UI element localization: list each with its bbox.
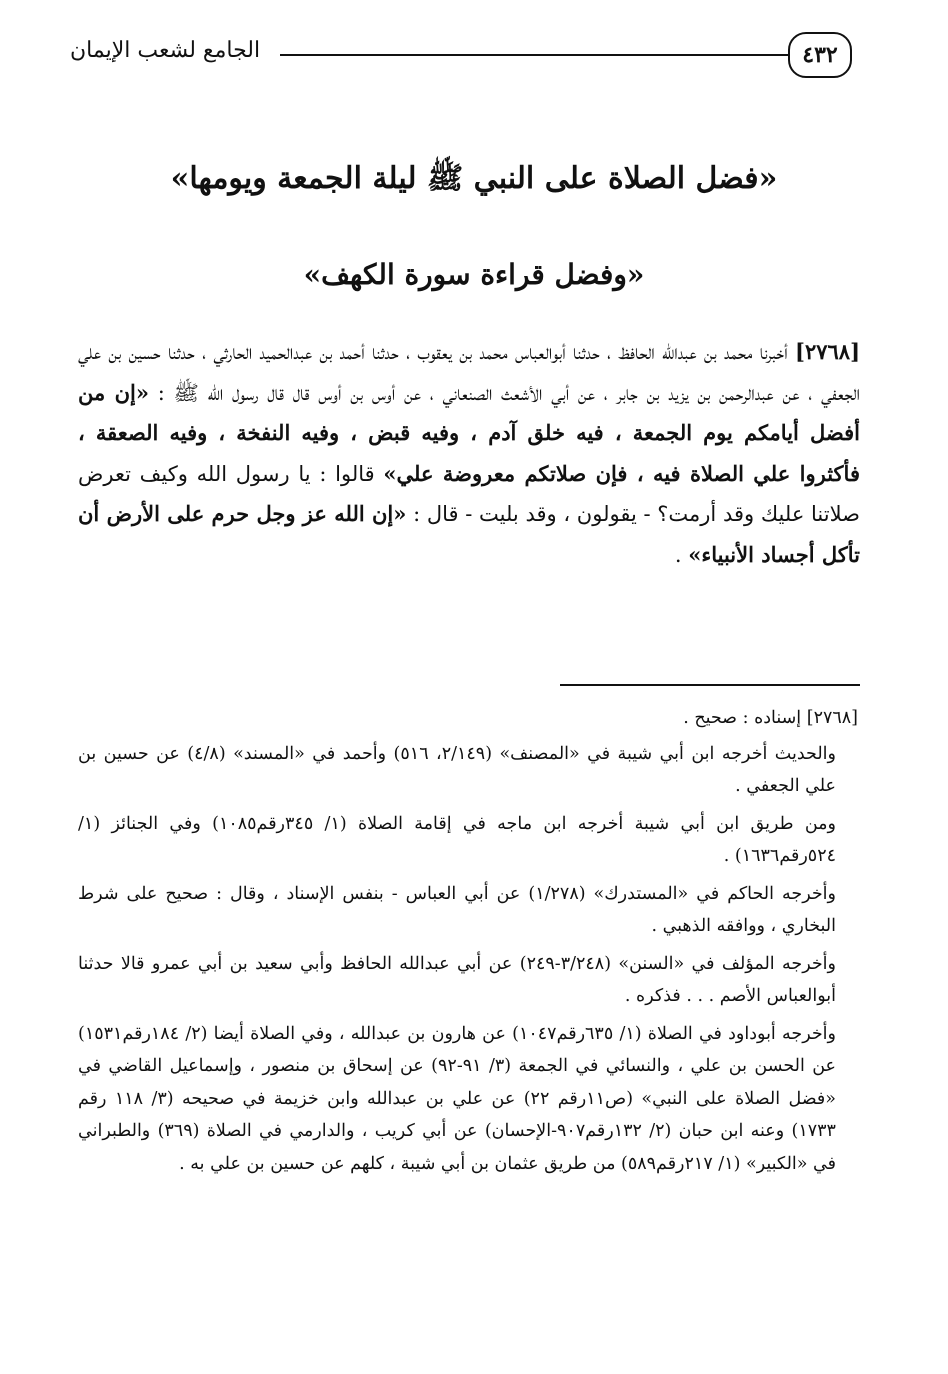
chapter-subtitle: «وفضل قراءة سورة الكهف»: [303, 258, 645, 291]
hadith-end: .: [674, 542, 689, 567]
chapter-title: «فضل الصلاة على النبي ﷺ ليلة الجمعة ويومها»: [170, 161, 778, 196]
running-header: [70, 30, 852, 82]
hadith-text: [78, 332, 860, 575]
footnotes: [78, 702, 858, 1185]
hadith-isnad: أخبرنا محمد بن عبدالله الحافظ ، حدثنا أبوالعباس محمد بن يعقوب ، حدثنا أحمد بن عبدالحميد الحارثي ، حدثنا حسين بن علي الجعفي ، عن عبدالرحمن بن يزيد بن جابر ، عن أبي الأشعث الصنعاني ، عن أوس بن أوس قال قال رسول الله ﷺ :: [78, 340, 860, 405]
hadith-number: [٢٧٦٨]: [795, 339, 860, 364]
footnote-item: والحديث أخرجه ابن أبي شيبة في «المصنف» (٢/١٤٩، ٥١٦) وأحمد في «المسند» (٤/٨) عن حسين بن علي الجعفي .: [78, 743, 836, 796]
footnote-item: وأخرجه المؤلف في «السنن» (٣/٢٤٨-٢٤٩) عن أبي عبدالله الحافظ وأبي سعيد بن أبي عمرو قالا حدثنا أبوالعباس الأصم . . . فذكره .: [78, 953, 836, 1006]
hadith-matn-2: «إن الله عز وجل حرم على الأرض أن تأكل أجساد الأنبياء»: [78, 501, 860, 567]
hadith-middle: قالوا : يا رسول الله وكيف تعرض صلاتنا عليك وقد أرمت؟ - يقولون ، وقد بليت - قال :: [78, 461, 860, 526]
hadith-matn-1: «إن من أفضل أيامكم يوم الجمعة ، فيه خلق آدم ، وفيه قبض ، وفيه النفخة ، وفيه الصعقة ، فأكثروا علي الصلاة فيه ، فإن صلاتكم معروضة علي»: [78, 379, 860, 486]
book-title: الجامع لشعب الإيمان: [70, 38, 261, 63]
footnote-separator: [560, 684, 860, 686]
footnote-item: وأخرجه الحاكم في «المستدرك» (١/٢٧٨) عن أبي العباس - بنفس الإسناد ، وقال : صحيح على شرط البخاري ، ووافقه الذهبي .: [78, 883, 836, 936]
footnote-item: وأخرجه أبوداود في الصلاة (١/ ٦٣٥رقم١٠٤٧) عن هارون بن عبدالله ، وفي الصلاة أيضا (٢/ ١٨٤رقم١٥٣١) عن الحسن بن علي ، والنسائي في الجمعة (٣/ ٩١-٩٢) عن إسحاق بن منصور ، وإسماعيل القاضي في «فضل الصلاة على النبي» (ص١١رقم ٢٢) عن علي بن عبدالله وابن خزيمة في صحيحه (٣/ ١١٨ رقم ١٧٣٣) وعنه ابن حبان (٢/ ١٣٢رقم٩٠٧-الإحسان) عن أبي كريب ، والدارمي في الصلاة (٣٦٩) والطبراني في «الكبير» (١/ ٢١٧رقم٥٨٩) من طريق عثمان بن أبي شيبة ، كلهم عن حسين بن علي به .: [78, 1023, 837, 1174]
footnote-item: ومن طريق ابن أبي شيبة أخرجه ابن ماجه في إقامة الصلاة (١/ ٣٤٥رقم١٠٨٥) وفي الجنائز (١/ ٥٢٤رقم١٦٣٦) .: [78, 813, 836, 866]
header-rule: [280, 54, 788, 56]
footnote-grading: [٢٧٦٨] إسناده : صحيح .: [683, 708, 858, 728]
page-number: ٤٣٢: [788, 32, 852, 78]
